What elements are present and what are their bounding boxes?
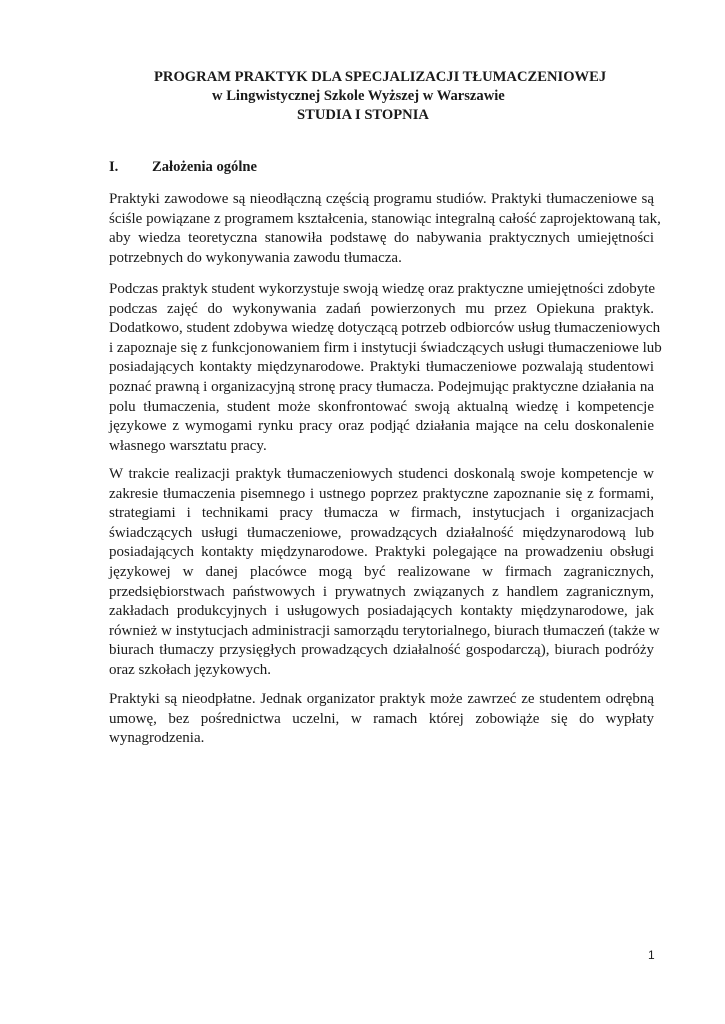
paragraph-3 bbox=[109, 465, 660, 681]
paragraph-line: językowe z wymogami rynku pracy oraz podjąć działania mające na celu doskonalenie bbox=[109, 418, 654, 435]
paragraph-4 bbox=[109, 690, 654, 749]
paragraph-line: oraz szkołach językowych. bbox=[109, 661, 272, 678]
paragraph-line: i zapoznaje się z funkcjonowaniem firm i instytucji świadczących usługi tłumaczeniowe lub bbox=[109, 339, 662, 356]
section-number: I. bbox=[109, 159, 119, 175]
paragraph-line: Praktyki zawodowe są nieodłączną częścią programu studiów. Praktyki tłumaczeniowe są bbox=[109, 191, 654, 207]
paragraph-line: polu tłumaczenia, student może skonfrontować swoją aktualną wiedzę i kompetencje bbox=[109, 398, 654, 415]
paragraph-line: umowę, bez pośrednictwa uczelni, w ramach której zobowiąże się do wypłaty bbox=[109, 710, 654, 727]
paragraph-2 bbox=[109, 280, 662, 456]
page-number: 1 bbox=[648, 948, 655, 962]
paragraph-line: zakładach produkcyjnych i usługowych posiadających kontakty międzynarodowe, jak bbox=[109, 603, 654, 620]
paragraph-1 bbox=[109, 190, 661, 268]
section-title: Założenia ogólne bbox=[152, 159, 257, 175]
paragraph-line: językowej w danej placówce mogą być realizowane w firmach zagranicznych, bbox=[109, 563, 654, 580]
paragraph-line: własnego warsztatu pracy. bbox=[109, 437, 267, 454]
paragraph-line: Dodatkowo, student zdobywa wiedzę dotyczącą potrzeb odbiorców usług tłumaczeniowych bbox=[109, 320, 661, 337]
paragraph-line: aby wiedza teoretyczna stanowiła podstawę do nabywania praktycznych umiejętności bbox=[109, 230, 654, 247]
title-line-1: PROGRAM PRAKTYK DLA SPECJALIZACJI TŁUMACZENIOWEJ bbox=[154, 69, 607, 85]
paragraph-line: posiadających kontakty międzynarodowe. Praktyki polegające na prowadzeniu obsługi bbox=[109, 544, 654, 561]
paragraph-line: posiadających kontakty międzynarodowe. Praktyki tłumaczeniowe pozwalają studentowi bbox=[109, 359, 654, 376]
paragraph-line: strategiami i technikami pracy tłumacza w firmach, instytucjach i organizacjach bbox=[109, 505, 654, 522]
title-line-3: STUDIA I STOPNIA bbox=[297, 107, 429, 123]
paragraph-line: wynagrodzenia. bbox=[109, 730, 205, 747]
paragraph-line: W trakcie realizacji praktyk tłumaczeniowych studenci doskonalą swoje kompetencje w bbox=[109, 466, 654, 482]
paragraph-line: Podczas praktyk student wykorzystuje swoją wiedzę oraz praktyczne umiejętności zdobyte bbox=[109, 281, 656, 297]
paragraph-line: biurach tłumaczy przysięgłych prowadzących działalność gospodarczą), biurach podróży bbox=[109, 642, 654, 659]
paragraph-line: świadczących usługi tłumaczeniowe, prowadzących działalność międzynarodową lub bbox=[109, 524, 654, 541]
title-line-2: w Lingwistycznej Szkole Wyższej w Warszawie bbox=[212, 88, 505, 104]
paragraph-line: potrzebnych do wykonywania zawodu tłumacza. bbox=[109, 249, 402, 266]
paragraph-line: zakresie tłumaczenia pisemnego i ustnego poprzez praktyczne zapoznanie się z formami, bbox=[109, 485, 654, 502]
paragraph-line: ściśle powiązane z programem kształcenia, stanowiąc integralną całość zaprojektowaną tak, bbox=[109, 210, 661, 227]
paragraph-line: poznać prawną i organizacyjną stronę pracy tłumacza. Podejmując praktyczne działania na bbox=[109, 378, 654, 395]
paragraph-line: Praktyki są nieodpłatne. Jednak organizator praktyk może zawrzeć ze studentem odrębną bbox=[109, 691, 654, 707]
paragraph-line: podczas zajęć do wykonywania zadań powierzonych mu przez Opiekuna praktyk. bbox=[109, 300, 654, 317]
paragraph-line: przedsiębiorstwach państwowych i prywatnych związanych z handlem zagranicznym, bbox=[109, 583, 654, 600]
section-heading bbox=[109, 158, 257, 176]
paragraph-line: również w instytucjach administracji samorządu terytorialnego, biurach tłumaczeń (także w bbox=[109, 622, 660, 639]
